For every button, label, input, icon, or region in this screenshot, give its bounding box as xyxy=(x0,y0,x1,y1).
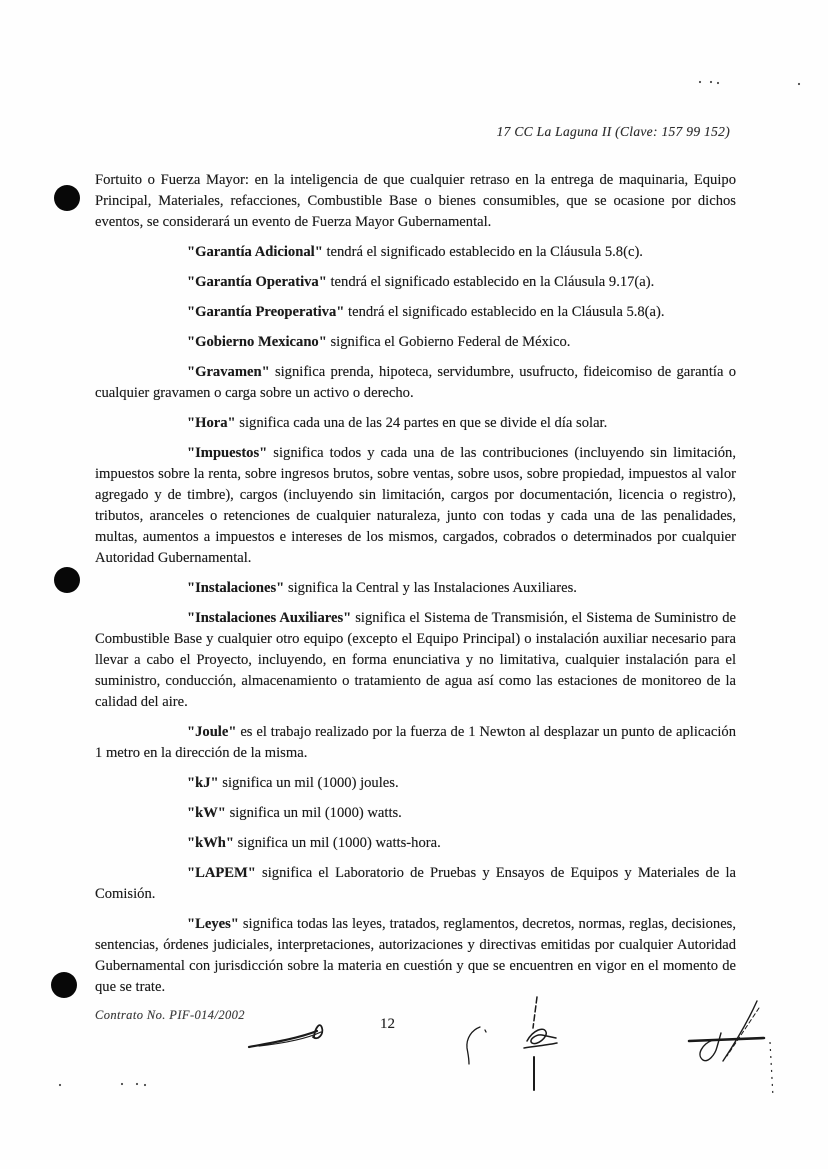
defined-term: "Garantía Operativa" xyxy=(187,274,327,290)
definition-text: significa todas las leyes, tratados, reglamentos, decretos, normas, reglas, decisiones, sentencias, órdenes judiciales, interpretaciones, autorizaciones y directivas emitidas por cualquier Autoridad Gubernamental con jurisdicción sobre la materia en cuestión y que se encuentren en vigor en el momento de que se trate. xyxy=(95,916,736,995)
definition-paragraph xyxy=(95,272,736,293)
definition-paragraph xyxy=(95,863,736,905)
dotted-fold-line xyxy=(770,1042,773,1097)
definition-paragraph xyxy=(95,773,736,794)
definition-text: significa la Central y las Instalaciones Auxiliares. xyxy=(284,580,577,596)
definition-text: es el trabajo realizado por la fuerza de 1 Newton al desplazar un punto de aplicación 1 metro en la dirección de la misma. xyxy=(95,724,736,761)
hole-punch-mark xyxy=(51,972,77,998)
definition-text: significa un mil (1000) watts-hora. xyxy=(234,835,441,851)
defined-term: "Garantía Adicional" xyxy=(187,244,323,260)
running-header: 17 CC La Laguna II (Clave: 157 99 152) xyxy=(496,124,730,139)
definition-text: significa un mil (1000) watts. xyxy=(225,805,402,821)
definition-paragraph xyxy=(95,242,736,263)
definition-text: tendrá el significado establecido en la Cláusula 5.8(a). xyxy=(344,304,665,320)
definition-text: Fortuito o Fuerza Mayor: en la inteligencia de que cualquier retraso en la entrega de maquinaria, Equipo Principal, Materiales, refacciones, Combustible Base o bienes consumibles, que se ocasione por dichos eventos, se considerará un evento de Fuerza Mayor Gubernamental. xyxy=(95,172,736,230)
definition-paragraph xyxy=(95,914,736,998)
defined-term: "Leyes" xyxy=(187,916,239,932)
document-body xyxy=(95,170,736,998)
defined-term: "Joule" xyxy=(187,724,237,740)
contract-number-footer: Contrato No. PIF-014/2002 xyxy=(95,1008,245,1022)
defined-term: "Instalaciones Auxiliares" xyxy=(187,610,352,626)
definition-paragraph xyxy=(95,833,736,854)
definition-text: significa el Gobierno Federal de México. xyxy=(326,334,571,350)
hole-punch-mark xyxy=(54,567,80,593)
hole-punch-mark xyxy=(54,185,80,211)
definition-paragraph xyxy=(95,722,736,764)
defined-term: "Gravamen" xyxy=(187,364,270,380)
definition-paragraph xyxy=(95,608,736,713)
paragraph-continuation xyxy=(95,170,736,233)
definition-text: significa cada una de las 24 partes en que se divide el día solar. xyxy=(235,415,608,431)
signature-scribble xyxy=(467,1027,486,1064)
signature-scribble xyxy=(689,1001,764,1061)
definition-paragraph xyxy=(95,578,736,599)
definition-paragraph xyxy=(95,332,736,353)
defined-term: "kJ" xyxy=(187,775,219,791)
definition-text: significa todos y cada una de las contribuciones (incluyendo sin limitación, impuestos sobre la renta, sobre ingresos brutos, sobre ventas, sobre usos, sobre propiedad, impuestos al valor agregado y de timbre), cargos (incluyendo sin limitación, cargos por documentación, licencia o registro), tributos, aranceles o retenciones de cualquier naturaleza, junto con todas y cada una de las penalidades, multas, aumentos a impuestos e intereses de los mismos, cargados, cobrados o determinados por cualquier Autoridad Gubernamental. xyxy=(95,445,736,566)
definition-paragraph xyxy=(95,362,736,404)
definition-text: significa un mil (1000) joules. xyxy=(218,775,399,791)
definition-text: tendrá el significado establecido en la Cláusula 9.17(a). xyxy=(326,274,655,290)
definition-paragraph xyxy=(95,803,736,824)
defined-term: "kW" xyxy=(187,805,226,821)
definition-paragraph xyxy=(95,302,736,323)
definition-paragraph xyxy=(95,443,736,569)
definition-text: tendrá el significado establecido en la Cláusula 5.8(c). xyxy=(322,244,643,260)
signature-scribble xyxy=(249,1025,322,1047)
page-number: 12 xyxy=(380,1016,395,1032)
signature-scribble xyxy=(524,997,557,1090)
definition-paragraph xyxy=(95,413,736,434)
defined-term: "LAPEM" xyxy=(187,865,256,881)
defined-term: "kWh" xyxy=(187,835,235,851)
definition-text: significa el Laboratorio de Pruebas y Ensayos de Equipos y Materiales de la Comisión. xyxy=(95,865,736,902)
defined-term: "Impuestos" xyxy=(187,445,268,461)
defined-term: "Instalaciones" xyxy=(187,580,285,596)
definition-text: significa prenda, hipoteca, servidumbre, usufructo, fideicomiso de garantía o cualquier gravamen o carga sobre un activo o derecho. xyxy=(95,364,736,401)
defined-term: "Garantía Preoperativa" xyxy=(187,304,345,320)
defined-term: "Hora" xyxy=(187,415,236,431)
defined-term: "Gobierno Mexicano" xyxy=(187,334,327,350)
definition-text: significa el Sistema de Transmisión, el Sistema de Suministro de Combustible Base y cualquier otro equipo (excepto el Equipo Principal) o instalación auxiliar necesario para llevar a cabo el Proyecto, incluyendo, en forma enunciativa y no limitativa, cualquier instalación para el suministro, conducción, almacenamiento o tratamiento de agua así como las estaciones de monitoreo de la calidad del aire. xyxy=(95,610,736,710)
